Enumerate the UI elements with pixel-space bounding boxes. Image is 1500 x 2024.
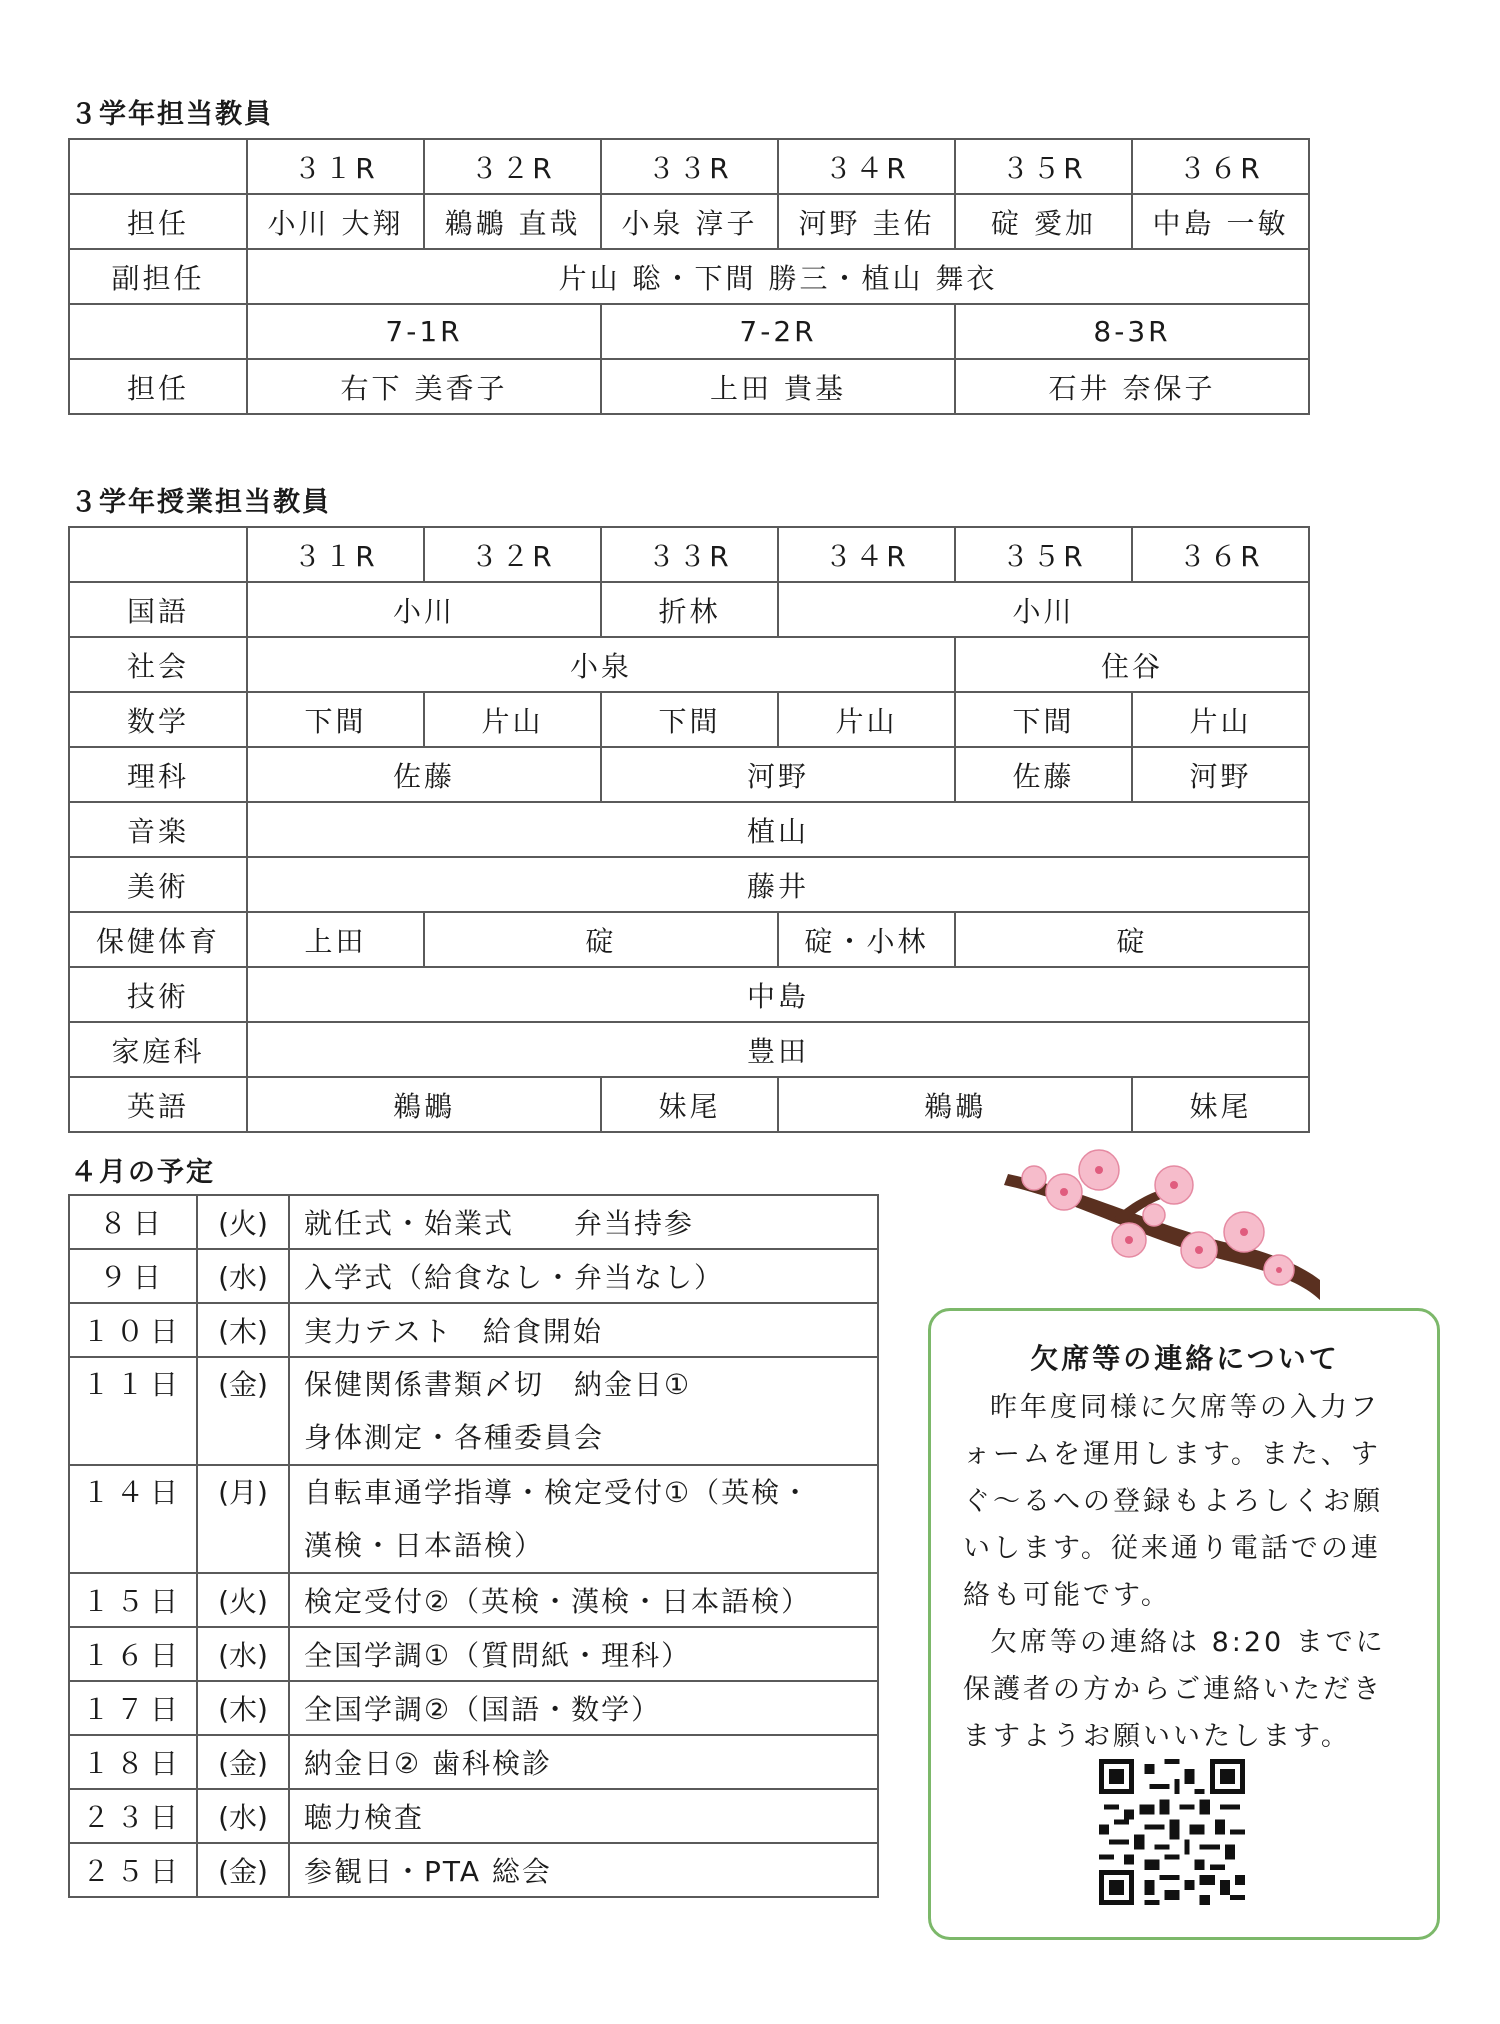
table-row	[69, 582, 1309, 637]
table-row	[69, 1843, 878, 1897]
schedule-day: １５日	[69, 1573, 197, 1627]
schedule-day: ９日	[69, 1249, 197, 1303]
table-row	[69, 1357, 878, 1465]
row-label: 担任	[69, 359, 247, 414]
schedule-event: 聴力検査	[289, 1789, 878, 1843]
table-row	[69, 1249, 878, 1303]
teacher-cell: 植山	[247, 802, 1309, 857]
schedule-event: 入学式（給食なし・弁当なし）	[289, 1249, 878, 1303]
table-row	[69, 1022, 1309, 1077]
schedule-day: ２３日	[69, 1789, 197, 1843]
teacher-cell: 豊田	[247, 1022, 1309, 1077]
notice-title: 欠席等の連絡について	[1030, 1342, 1340, 1375]
schedule-event: 検定受付②（英検・漢検・日本語検）	[289, 1573, 878, 1627]
schedule-day: １１日	[69, 1357, 197, 1465]
table-row	[69, 1077, 1309, 1132]
schedule-event-line: 保健関係書類〆切 納金日①	[304, 1368, 692, 1401]
teacher-cell: 妹尾	[601, 1077, 778, 1132]
table-row	[69, 1303, 878, 1357]
schedule-weekday: (火)	[197, 1573, 289, 1627]
class-header: ３４R	[778, 139, 955, 194]
teacher-cell: 小川	[247, 582, 601, 637]
teacher-cell: 片山 聡・下間 勝三・植山 舞衣	[247, 249, 1309, 304]
class-header: ３５R	[955, 527, 1132, 582]
schedule-event	[289, 1465, 878, 1573]
row-label: 担任	[69, 194, 247, 249]
teacher-cell: 佐藤	[955, 747, 1132, 802]
homeroom-title: ３学年担当教員	[70, 99, 273, 130]
teacher-cell: 佐藤	[247, 747, 601, 802]
teacher-cell: 碇・小林	[778, 912, 955, 967]
table-row	[69, 1789, 878, 1843]
teacher-cell: 小川	[778, 582, 1309, 637]
subject-label: 英語	[69, 1077, 247, 1132]
class-header: ３４R	[778, 527, 955, 582]
teacher-cell: 藤井	[247, 857, 1309, 912]
class-header: ３１R	[247, 527, 424, 582]
table-row	[69, 1465, 878, 1573]
schedule-event: 全国学調②（国語・数学）	[289, 1681, 878, 1735]
schedule-table	[68, 1194, 879, 1898]
notice-paragraph: 欠席等の連絡は 8:20 までに保護者の方からご連絡いただきますようお願いいたします。	[963, 1627, 1386, 1752]
row-label: 副担任	[69, 249, 247, 304]
teacher-cell: 石井 奈保子	[955, 359, 1309, 414]
table-row	[69, 1735, 878, 1789]
teacher-cell: 鵜鶘	[778, 1077, 1132, 1132]
schedule-event: 納金日② 歯科検診	[289, 1735, 878, 1789]
class-header: 7-2R	[601, 304, 955, 359]
corner-cell	[69, 304, 247, 359]
schedule-event-line: 身体測定・各種委員会	[304, 1421, 605, 1454]
teacher-cell: 小川 大翔	[247, 194, 424, 249]
schedule-weekday: (水)	[197, 1627, 289, 1681]
table-row	[69, 1627, 878, 1681]
subject-label: 音楽	[69, 802, 247, 857]
teacher-cell: 河野	[1132, 747, 1309, 802]
absence-notice-box	[928, 1308, 1440, 1940]
class-header: ３２R	[424, 527, 601, 582]
schedule-day: １６日	[69, 1627, 197, 1681]
table-row	[69, 194, 1309, 249]
teacher-cell: 小泉 淳子	[601, 194, 778, 249]
table-row	[69, 967, 1309, 1022]
teacher-cell: 中島 一敏	[1132, 194, 1309, 249]
subject-label: 家庭科	[69, 1022, 247, 1077]
schedule-weekday: (火)	[197, 1195, 289, 1249]
table-row	[69, 692, 1309, 747]
teacher-cell: 片山	[1132, 692, 1309, 747]
class-header: ３１R	[247, 139, 424, 194]
subject-label: 技術	[69, 967, 247, 1022]
qr-code-icon[interactable]	[1099, 1759, 1245, 1905]
table-row	[69, 527, 1309, 582]
teacher-cell: 中島	[247, 967, 1309, 1022]
schedule-event: 全国学調①（質問紙・理科）	[289, 1627, 878, 1681]
subject-label: 社会	[69, 637, 247, 692]
schedule-weekday: (水)	[197, 1249, 289, 1303]
teacher-cell: 片山	[424, 692, 601, 747]
class-header: ３５R	[955, 139, 1132, 194]
schedule-day: １７日	[69, 1681, 197, 1735]
schedule-event-line: 漢検・日本語検）	[304, 1529, 545, 1562]
class-header: ３６R	[1132, 527, 1309, 582]
class-header: ３６R	[1132, 139, 1309, 194]
table-row	[69, 1573, 878, 1627]
subject-label: 数学	[69, 692, 247, 747]
teacher-cell: 上田	[247, 912, 424, 967]
corner-cell	[69, 527, 247, 582]
teacher-cell: 碇	[424, 912, 778, 967]
teacher-cell: 河野 圭佑	[778, 194, 955, 249]
teacher-cell: 下間	[601, 692, 778, 747]
subject-label: 国語	[69, 582, 247, 637]
teacher-cell: 下間	[247, 692, 424, 747]
schedule-weekday: (木)	[197, 1303, 289, 1357]
schedule-event-line: 自転車通学指導・検定受付①（英検・	[304, 1476, 812, 1509]
table-row	[69, 249, 1309, 304]
table-row	[69, 304, 1309, 359]
schedule-day: １４日	[69, 1465, 197, 1573]
teacher-cell: 折林	[601, 582, 778, 637]
table-row	[69, 359, 1309, 414]
class-header: ３３R	[601, 139, 778, 194]
schedule-event	[289, 1357, 878, 1465]
teacher-cell: 河野	[601, 747, 955, 802]
schedule-weekday: (金)	[197, 1843, 289, 1897]
schedule-event: 実力テスト 給食開始	[289, 1303, 878, 1357]
schedule-weekday: (月)	[197, 1465, 289, 1573]
table-row	[69, 1195, 878, 1249]
schedule-day: １０日	[69, 1303, 197, 1357]
schedule-weekday: (木)	[197, 1681, 289, 1735]
subject-label: 保健体育	[69, 912, 247, 967]
subjects-table	[68, 526, 1310, 1133]
schedule-weekday: (水)	[197, 1789, 289, 1843]
class-header: 7-1R	[247, 304, 601, 359]
teacher-cell: 鵜鶘 直哉	[424, 194, 601, 249]
schedule-day: １８日	[69, 1735, 197, 1789]
schedule-day: ８日	[69, 1195, 197, 1249]
table-row	[69, 857, 1309, 912]
schedule-event: 参観日・PTA 総会	[289, 1843, 878, 1897]
teacher-cell: 妹尾	[1132, 1077, 1309, 1132]
teacher-cell: 右下 美香子	[247, 359, 601, 414]
subject-label: 美術	[69, 857, 247, 912]
teacher-cell: 住谷	[955, 637, 1309, 692]
teacher-cell: 小泉	[247, 637, 955, 692]
table-row	[69, 1681, 878, 1735]
subject-label: 理科	[69, 747, 247, 802]
table-row	[69, 747, 1309, 802]
teacher-cell: 碇	[955, 912, 1309, 967]
schedule-title: ４月の予定	[70, 1157, 215, 1188]
table-row	[69, 139, 1309, 194]
table-row	[69, 802, 1309, 857]
teacher-cell: 上田 貴基	[601, 359, 955, 414]
class-header: 8-3R	[955, 304, 1309, 359]
class-header: ３３R	[601, 527, 778, 582]
schedule-weekday: (金)	[197, 1735, 289, 1789]
teacher-cell: 鵜鶘	[247, 1077, 601, 1132]
schedule-day: ２５日	[69, 1843, 197, 1897]
homeroom-table	[68, 138, 1310, 415]
notice-paragraph: 昨年度同様に欠席等の入力フォームを運用します。また、すぐ～るへの登録もよろしくお願いします。従来通り電話での連絡も可能です。	[963, 1392, 1383, 1611]
table-row	[69, 637, 1309, 692]
table-row	[69, 912, 1309, 967]
teacher-cell: 碇 愛加	[955, 194, 1132, 249]
cherry-blossom-icon	[994, 1130, 1324, 1300]
corner-cell	[69, 139, 247, 194]
subjects-title: ３学年授業担当教員	[70, 487, 331, 518]
schedule-event: 就任式・始業式 弁当持参	[289, 1195, 878, 1249]
teacher-cell: 下間	[955, 692, 1132, 747]
class-header: ３２R	[424, 139, 601, 194]
schedule-weekday: (金)	[197, 1357, 289, 1465]
teacher-cell: 片山	[778, 692, 955, 747]
